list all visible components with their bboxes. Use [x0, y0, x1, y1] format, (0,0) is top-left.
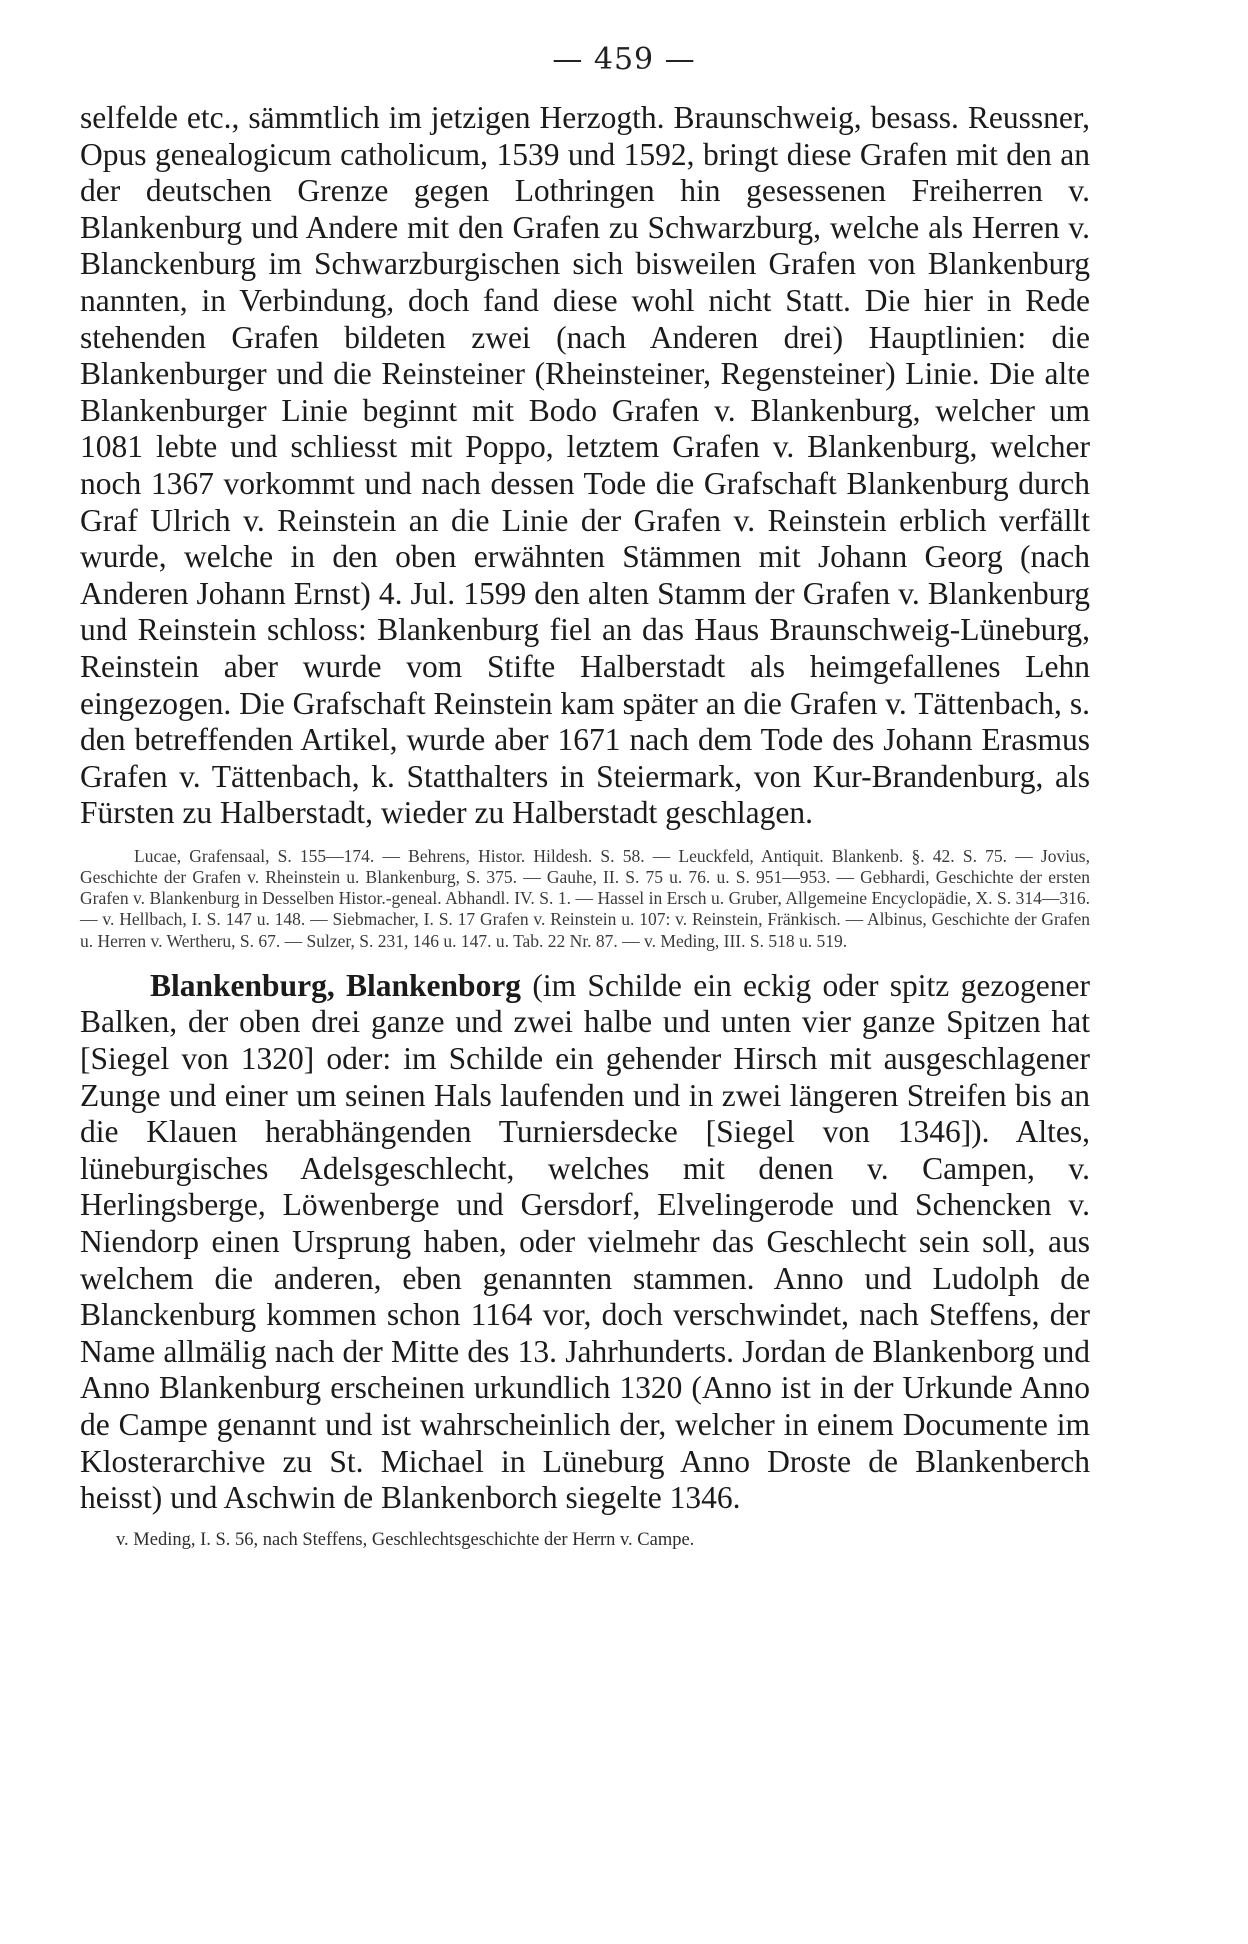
body-paragraph: selfelde etc., sämmtlich im jetzigen Herzogth. Braunschweig, besass. Reussner, Opus genealogicum catholicum, 1539 und 1592, bringt diese Grafen mit den an der deutschen Grenze gegen Lothringen hin gesessenen Freiherren v. Blankenburg und Andere mit den Grafen zu Schwarzburg, welche als Herren v. Blanckenburg im Schwarzburgischen sich bisweilen Grafen von Blankenburg nannten, in Verbindung, doch fand diese wohl nicht Statt. Die hier in Rede stehenden Grafen bildeten zwei (nach Anderen drei) Hauptlinien: die Blankenburger und die Reinsteiner (Rheinsteiner, Regensteiner) Linie. Die alte Blankenburger Linie beginnt mit Bodo Grafen v. Blankenburg, welcher um 1081 lebte und schliesst mit Poppo, letztem Grafen v. Blankenburg, welcher noch 1367 vorkommt und nach dessen Tode die Grafschaft Blankenburg durch Graf Ulrich v. Reinstein an die Linie der Grafen v. Reinstein erblich verfällt wurde, welche in den oben erwähnten Stämmen mit Johann Georg (nach Anderen Johann Ernst) 4. Jul. 1599 den alten Stamm der Grafen v. Blankenburg und Reinstein schloss: Blankenburg fiel an das Haus Braunschweig-Lüneburg, Reinstein aber wurde vom Stifte Halberstadt als heimgefallenes Lehn eingezogen. Die Grafschaft Reinstein kam später an die Grafen v. Tättenbach, s. den betreffenden Artikel, wurde aber 1671 nach dem Tode des Johann Erasmus Grafen v. Tättenbach, k. Statthalters in Steiermark, von Kur-Brandenburg, als Fürsten zu Halberstadt, wieder zu Halberstadt geschlagen. [80, 100, 1090, 831]
reference-notes: Lucae, Grafensaal, S. 155—174. — Behrens, Histor. Hildesh. S. 58. — Leuckfeld, Antiquit. Blankenb. §. 42. S. 75. — Jovius, Geschichte der Grafen v. Rheinstein u. Blankenburg, S. 375. — Gauhe, II. S. 75 u. 76. u. S. 951—953. — Gebhardi, Geschichte der ersten Grafen v. Blankenburg in Desselben Histor.-geneal. Abhandl. IV. S. 1. — Hassel in Ersch u. Gruber, Allgemeine Encyclopädie, X. S. 314—316. — v. Hellbach, I. S. 147 u. 148. — Siebmacher, I. S. 17 Grafen v. Reinstein u. 107: v. Reinstein, Fränkisch. — Albinus, Geschichte der Grafen u. Herren v. Wertheru, S. 67. — Sulzer, S. 231, 146 u. 147. u. Tab. 22 Nr. 87. — v. Meding, III. S. 518 u. 519. [80, 845, 1090, 951]
text-column [80, 100, 1090, 1551]
page-number: — 459 — [552, 42, 696, 77]
entry-paragraph [80, 968, 1090, 1517]
entry-heading: Blankenburg, Blankenborg [150, 967, 522, 1003]
entry-text: (im Schilde ein eckig oder spitz gezogener Balken, der oben drei ganze und zwei halbe und unten vier ganze Spitzen hat [Siegel von 1320] oder: im Schilde ein gehender Hirsch mit ausgeschlagener Zunge und einer um seinen Hals laufenden und in zwei längeren Streifen bis an die Klauen herabhängenden Turniersdecke [Siegel von 1346]). Altes, lüneburgisches Adelsgeschlecht, welches mit denen v. Campen, v. Herlingsberge, Löwenberge und Gersdorf, Elvelingerode und Schencken v. Niendorp einen Ursprung haben, oder vielmehr das Geschlecht sein soll, aus welchem die anderen, eben genannten stammen. Anno und Ludolph de Blanckenburg kommen schon 1164 vor, doch verschwindet, nach Steffens, der Name allmälig nach der Mitte des 13. Jahrhunderts. Jordan de Blankenborg und Anno Blankenburg erscheinen urkundlich 1320 (Anno ist in der Urkunde Anno de Campe genannt und ist wahrscheinlich der, welcher in einem Documente im Klosterarchive zu St. Michael in Lüneburg Anno Droste de Blankenberch heisst) und Aschwin de Blankenborch siegelte 1346. [80, 967, 1091, 1516]
reference-notes-entry: v. Meding, I. S. 56, nach Steffens, Geschlechtsgeschichte der Herrn v. Campe. [116, 1529, 695, 1550]
